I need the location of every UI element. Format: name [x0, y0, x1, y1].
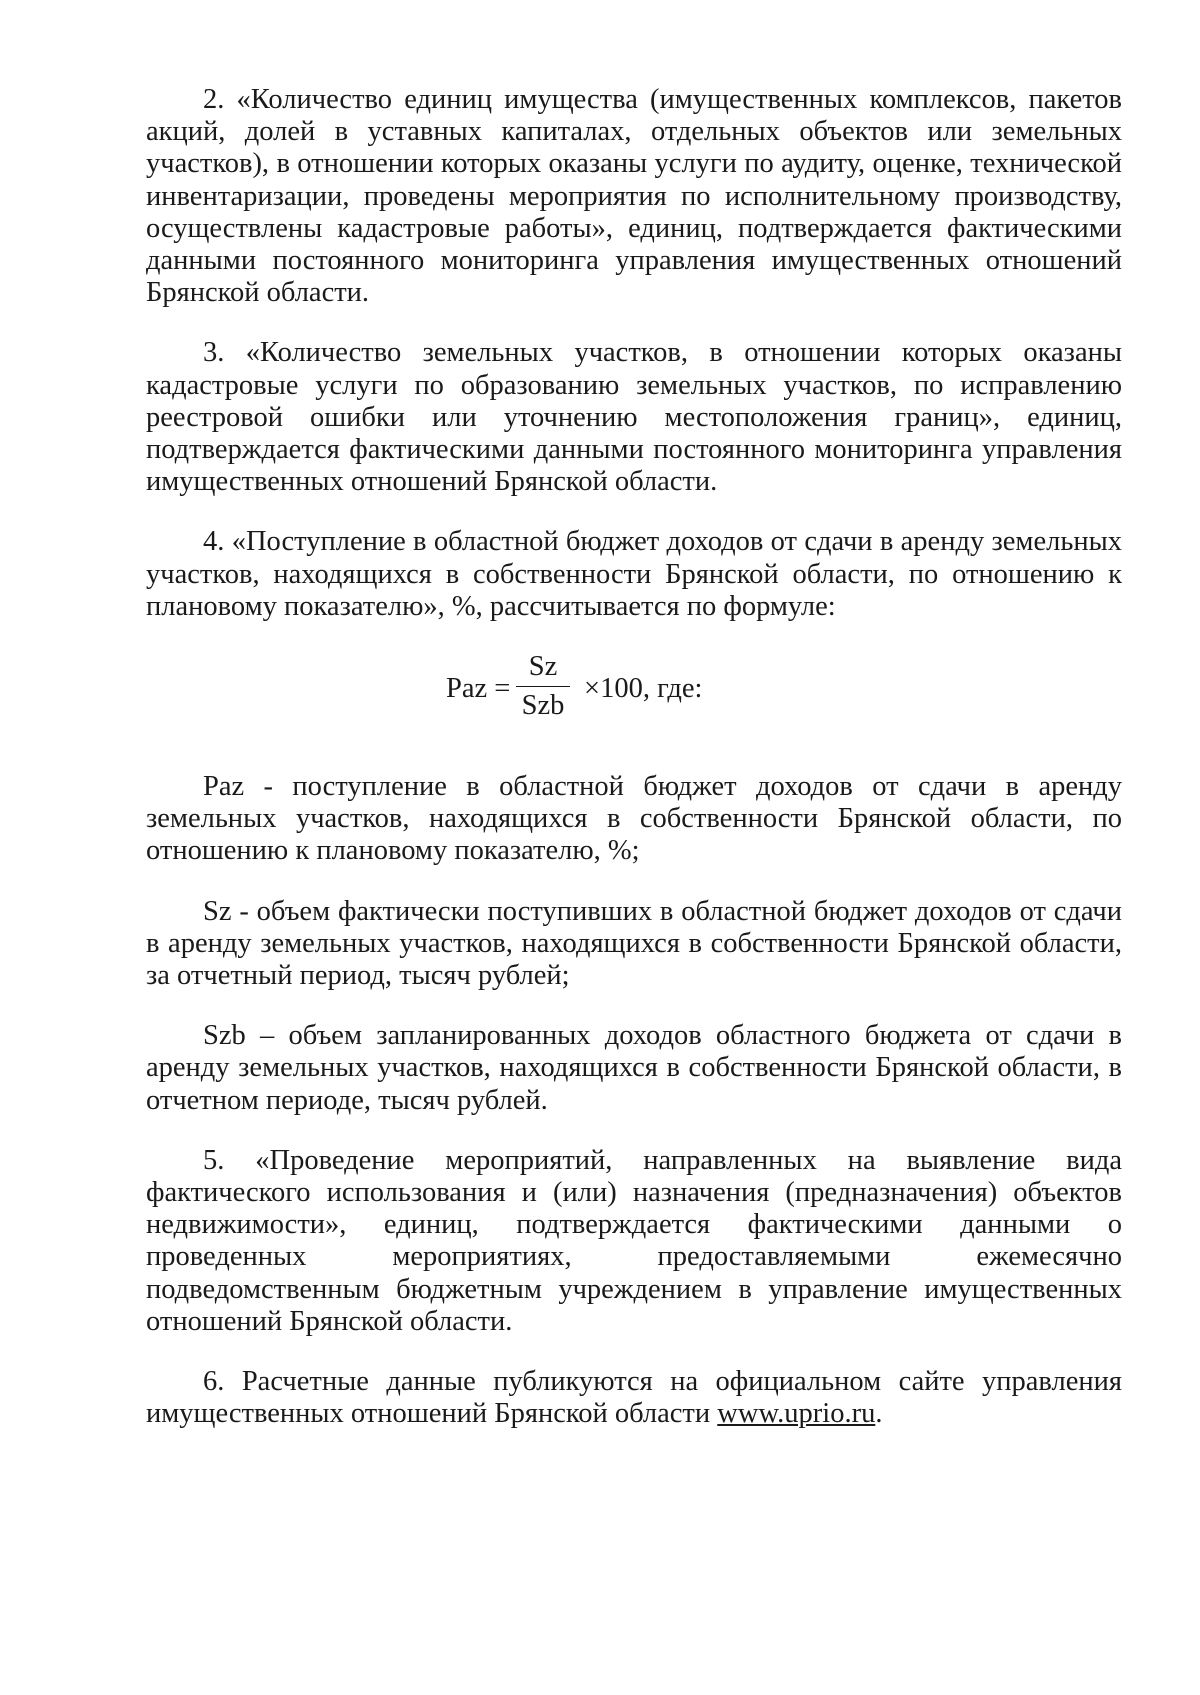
definition-sz: Sz - объем фактически поступивших в областной бюджет доходов от сдачи в аренду земельных участков, находящихся в собственности Брянской области, за отчетный период, тысяч рублей;	[146, 895, 1122, 992]
definition-paz: Paz - поступление в областной бюджет доходов от сдачи в аренду земельных участков, находящихся в собственности Брянской области, по отношению к плановому показателю, %;	[146, 771, 1122, 867]
website-link[interactable]: www.uprio.ru	[717, 1398, 876, 1430]
formula-denominator: Szb	[521, 690, 565, 722]
paragraph-6-end: .	[875, 1398, 883, 1430]
formula-lhs: Paz =	[446, 673, 511, 705]
formula-numerator: Sz	[516, 651, 570, 687]
paragraph-5: 5. «Проведение мероприятий, направленных на выявление вида фактического использования и (или) назначения (предназначения) объектов недвижимости», единиц, подтверждается фактическими данными о проведенных мероприятиях, предоставляемыми ежемесячно подведомственным бюджетным учреждением в управление имущественных отношений Брянской области.	[146, 1144, 1122, 1337]
document-page	[146, 84, 1122, 1459]
formula-fraction	[516, 651, 570, 722]
paragraph-4: 4. «Поступление в областной бюджет доходов от сдачи в аренду земельных участков, находящихся в собственности Брянской области, по отношению к плановому показателю», %, рассчитывается по формуле:	[146, 526, 1122, 622]
paragraph-6	[146, 1366, 1122, 1430]
formula-rhs: ×100, где:	[584, 673, 703, 705]
formula-paz	[146, 651, 1122, 727]
definition-szb: Szb – объем запланированных доходов областного бюджета от сдачи в аренду земельных участков, находящихся в собственности Брянской области, в отчетном периоде, тысяч рублей.	[146, 1020, 1122, 1116]
paragraph-3: 3. «Количество земельных участков, в отношении которых оказаны кадастровые услуги по образованию земельных участков, по исправлению реестровой ошибки или уточнению местоположения границ», единиц, подтверждается фактическими данными постоянного мониторинга управления имущественных отношений Брянской области.	[146, 337, 1122, 498]
paragraph-6-text: 6. Расчетные данные публикуются на официальном сайте управления имущественных отношений Брянской области	[146, 1366, 1122, 1430]
paragraph-2: 2. «Количество единиц имущества (имущественных комплексов, пакетов акций, долей в уставных капиталах, отдельных объектов или земельных участков), в отношении которых оказаны услуги по аудиту, оценке, технической инвентаризации, проведены мероприятия по исполнительному производству, осуществлены кадастровые работы», единиц, подтверждается фактическими данными постоянного мониторинга управления имущественных отношений Брянской области.	[146, 84, 1122, 309]
